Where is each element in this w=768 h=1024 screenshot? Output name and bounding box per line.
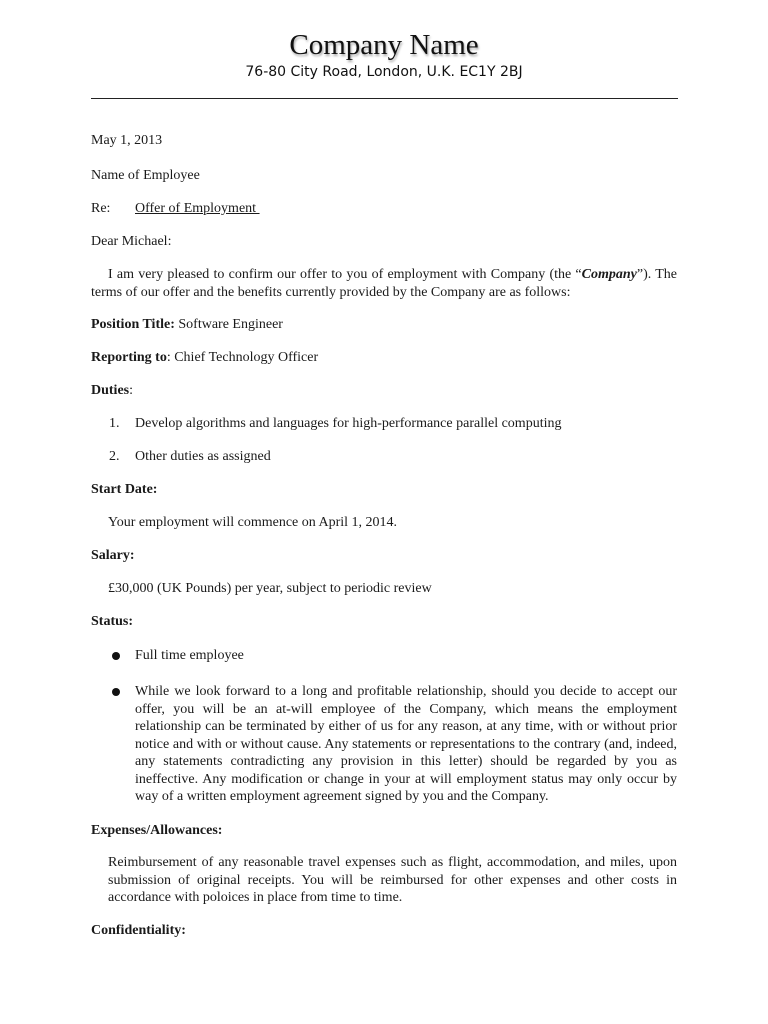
position-title-label: Position Title: [91, 317, 175, 332]
bullet-icon [112, 688, 120, 696]
duty-item: Other duties as assigned [135, 449, 271, 464]
status-label: Status: [91, 614, 134, 629]
duties-label: Duties [91, 383, 130, 398]
reporting-to-value: : Chief Technology Officer [166, 350, 319, 365]
duty-number: 2. [109, 449, 120, 464]
salary-label: Salary: [91, 548, 135, 563]
recipient-name: Name of Employee [91, 168, 200, 183]
letter-date: May 1, 2013 [91, 133, 163, 148]
start-date-label: Start Date: [91, 482, 158, 497]
re-subject: Offer of Employment [135, 201, 260, 216]
header-divider [91, 98, 678, 99]
company-name: Company Name [289, 29, 479, 61]
intro-text-end: ”). The terms of our offer and the benefits currently provided by the Company are as follows: [91, 267, 677, 300]
position-title [91, 316, 283, 334]
duties-heading [91, 382, 133, 400]
salutation: Dear Michael: [91, 234, 172, 249]
intro-company-emphasis: Company [581, 267, 637, 282]
duty-number: 1. [109, 416, 120, 431]
intro-paragraph [91, 266, 677, 301]
bullet-icon [112, 652, 120, 660]
confidentiality-label: Confidentiality: [91, 923, 186, 938]
re-label: Re: [91, 201, 111, 216]
duties-colon: : [129, 383, 134, 398]
expenses-text: Reimbursement of any reasonable travel expenses such as flight, accommodation, and miles, upon submission of original receipts. You will be reimbursed for other expenses and other costs in accordance with poloices in place from time to time. [108, 855, 677, 905]
duty-item: Develop algorithms and languages for high-performance parallel computing [135, 416, 562, 431]
reporting-to [91, 349, 318, 367]
reporting-to-label: Reporting to [91, 350, 167, 365]
company-address: 76-80 City Road, London, U.K. EC1Y 2BJ [245, 64, 523, 80]
salary-text: £30,000 (UK Pounds) per year, subject to periodic review [108, 581, 432, 596]
start-date-text: Your employment will commence on April 1, 2014. [108, 515, 398, 530]
intro-text-start: I am very pleased to confirm our offer to you of employment with Company (the “ [108, 267, 582, 282]
position-title-value: Software Engineer [174, 317, 283, 332]
status-item: While we look forward to a long and profitable relationship, should you decide to accept our offer, you will be an at-will employee of the Company, which means the employment relationship can be terminated by either of us for any reason, at any time, with or without prior notice and with or without cause. Any statements or representations to the contrary (and, indeed, any statements contradicting any provision in this letter) should be regarded by you as ineffective. Any modification or change in your at will employment status may only occur by way of a written employment agreement signed by you and the Company. [135, 684, 677, 804]
expenses-label: Expenses/Allowances: [91, 823, 223, 838]
status-item: Full time employee [135, 648, 244, 663]
